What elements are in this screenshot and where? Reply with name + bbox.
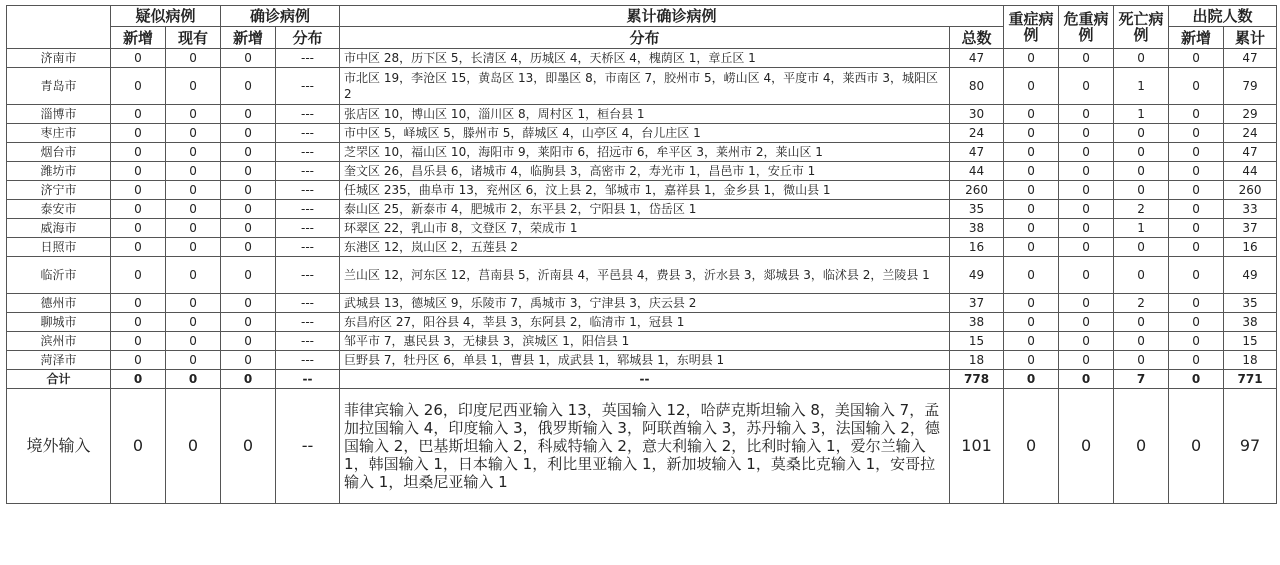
suspected-current: 0 (166, 49, 221, 68)
death-count: 0 (1114, 124, 1169, 143)
total-count: 18 (950, 351, 1004, 370)
confirmed-distribution: -- (276, 389, 340, 504)
death-count: 2 (1114, 200, 1169, 219)
discharged-new: 0 (1169, 143, 1224, 162)
critical-count: 0 (1059, 332, 1114, 351)
death-count: 0 (1114, 313, 1169, 332)
discharged-new: 0 (1169, 181, 1224, 200)
discharged-cumulative: 33 (1224, 200, 1277, 219)
confirmed-distribution: --- (276, 200, 340, 219)
city-name: 泰安市 (7, 200, 111, 219)
suspected-new: 0 (111, 143, 166, 162)
death-count: 2 (1114, 294, 1169, 313)
suspected-current: 0 (166, 313, 221, 332)
discharged-cumulative: 24 (1224, 124, 1277, 143)
severe-count: 0 (1004, 143, 1059, 162)
suspected-current: 0 (166, 351, 221, 370)
death-count: 0 (1114, 162, 1169, 181)
confirmed-distribution: --- (276, 162, 340, 181)
critical-count: 0 (1059, 181, 1114, 200)
confirmed-new: 0 (221, 68, 276, 105)
discharged-cumulative: 37 (1224, 219, 1277, 238)
header-distribution: 分布 (340, 27, 950, 49)
table-row (7, 105, 1277, 124)
critical-count: 0 (1059, 351, 1114, 370)
discharged-new: 0 (1169, 105, 1224, 124)
critical-count: 0 (1059, 370, 1114, 389)
abroad-label: 境外输入 (7, 389, 111, 504)
confirmed-new: 0 (221, 351, 276, 370)
confirmed-new: 0 (221, 105, 276, 124)
header-discharged-new: 新增 (1169, 27, 1224, 49)
distribution-text: -- (340, 370, 950, 389)
suspected-new: 0 (111, 313, 166, 332)
suspected-new: 0 (111, 124, 166, 143)
header-critical: 危重病例 (1059, 6, 1114, 49)
severe-count: 0 (1004, 49, 1059, 68)
suspected-current: 0 (166, 162, 221, 181)
suspected-current: 0 (166, 143, 221, 162)
confirmed-new: 0 (221, 219, 276, 238)
severe-count: 0 (1004, 219, 1059, 238)
death-count: 0 (1114, 332, 1169, 351)
suspected-new: 0 (111, 200, 166, 219)
table-row (7, 294, 1277, 313)
severe-count: 0 (1004, 389, 1059, 504)
total-count: 47 (950, 143, 1004, 162)
case-table (6, 5, 1277, 504)
distribution-text: 市中区 5，峄城区 5，滕州市 5，薛城区 4，山亭区 4，台儿庄区 1 (340, 124, 950, 143)
city-name: 德州市 (7, 294, 111, 313)
table-row (7, 124, 1277, 143)
death-count: 1 (1114, 105, 1169, 124)
discharged-cumulative: 29 (1224, 105, 1277, 124)
suspected-new: 0 (111, 105, 166, 124)
confirmed-new: 0 (221, 49, 276, 68)
death-count: 1 (1114, 68, 1169, 105)
header-total: 总数 (950, 27, 1004, 49)
table-row (7, 313, 1277, 332)
discharged-cumulative: 260 (1224, 181, 1277, 200)
suspected-new: 0 (111, 294, 166, 313)
suspected-new: 0 (111, 162, 166, 181)
confirmed-distribution: --- (276, 68, 340, 105)
suspected-current: 0 (166, 389, 221, 504)
confirmed-distribution: --- (276, 49, 340, 68)
header-city-blank (7, 6, 111, 49)
header-severe: 重症病例 (1004, 6, 1059, 49)
total-count: 37 (950, 294, 1004, 313)
table-row (7, 238, 1277, 257)
total-count: 47 (950, 49, 1004, 68)
death-count: 0 (1114, 181, 1169, 200)
death-count: 0 (1114, 257, 1169, 294)
discharged-new: 0 (1169, 370, 1224, 389)
total-count: 35 (950, 200, 1004, 219)
header-confirmed-distribution: 分布 (276, 27, 340, 49)
distribution-text: 张店区 10，博山区 10，淄川区 8，周村区 1，桓台县 1 (340, 105, 950, 124)
critical-count: 0 (1059, 238, 1114, 257)
discharged-cumulative: 38 (1224, 313, 1277, 332)
suspected-new: 0 (111, 49, 166, 68)
table-row (7, 143, 1277, 162)
total-count: 38 (950, 219, 1004, 238)
critical-count: 0 (1059, 68, 1114, 105)
severe-count: 0 (1004, 370, 1059, 389)
confirmed-distribution: --- (276, 351, 340, 370)
discharged-new: 0 (1169, 68, 1224, 105)
city-name: 青岛市 (7, 68, 111, 105)
confirmed-distribution: --- (276, 124, 340, 143)
discharged-cumulative: 79 (1224, 68, 1277, 105)
severe-count: 0 (1004, 351, 1059, 370)
city-name: 菏泽市 (7, 351, 111, 370)
critical-count: 0 (1059, 162, 1114, 181)
suspected-new: 0 (111, 257, 166, 294)
death-count: 0 (1114, 49, 1169, 68)
discharged-cumulative: 18 (1224, 351, 1277, 370)
distribution-text: 泰山区 25，新泰市 4，肥城市 2，东平县 2，宁阳县 1，岱岳区 1 (340, 200, 950, 219)
suspected-new: 0 (111, 332, 166, 351)
discharged-new: 0 (1169, 313, 1224, 332)
discharged-new: 0 (1169, 294, 1224, 313)
total-count: 778 (950, 370, 1004, 389)
confirmed-new: 0 (221, 181, 276, 200)
suspected-new: 0 (111, 181, 166, 200)
abroad-row (7, 389, 1277, 504)
suspected-current: 0 (166, 105, 221, 124)
confirmed-distribution: --- (276, 238, 340, 257)
suspected-new: 0 (111, 351, 166, 370)
critical-count: 0 (1059, 389, 1114, 504)
total-count: 260 (950, 181, 1004, 200)
death-count: 0 (1114, 238, 1169, 257)
suspected-current: 0 (166, 238, 221, 257)
city-name: 聊城市 (7, 313, 111, 332)
header-suspected: 疑似病例 (111, 6, 221, 27)
discharged-new: 0 (1169, 238, 1224, 257)
total-label: 合计 (7, 370, 111, 389)
discharged-new: 0 (1169, 219, 1224, 238)
severe-count: 0 (1004, 124, 1059, 143)
severe-count: 0 (1004, 162, 1059, 181)
suspected-current: 0 (166, 257, 221, 294)
city-name: 威海市 (7, 219, 111, 238)
header-discharged-cumulative: 累计 (1224, 27, 1277, 49)
critical-count: 0 (1059, 105, 1114, 124)
death-count: 0 (1114, 351, 1169, 370)
city-name: 济宁市 (7, 181, 111, 200)
table-row (7, 219, 1277, 238)
discharged-new: 0 (1169, 49, 1224, 68)
header-discharged: 出院人数 (1169, 6, 1277, 27)
discharged-new: 0 (1169, 162, 1224, 181)
confirmed-new: 0 (221, 238, 276, 257)
confirmed-distribution: -- (276, 370, 340, 389)
header-confirmed-new: 新增 (221, 27, 276, 49)
header-suspected-new: 新增 (111, 27, 166, 49)
city-name: 淄博市 (7, 105, 111, 124)
total-count: 49 (950, 257, 1004, 294)
discharged-cumulative: 15 (1224, 332, 1277, 351)
distribution-text: 武城县 13，德城区 9，乐陵市 7，禹城市 3，宁津县 3，庆云县 2 (340, 294, 950, 313)
total-count: 16 (950, 238, 1004, 257)
severe-count: 0 (1004, 68, 1059, 105)
confirmed-distribution: --- (276, 181, 340, 200)
confirmed-new: 0 (221, 200, 276, 219)
discharged-new: 0 (1169, 351, 1224, 370)
severe-count: 0 (1004, 313, 1059, 332)
death-count: 1 (1114, 219, 1169, 238)
severe-count: 0 (1004, 294, 1059, 313)
table-row (7, 68, 1277, 105)
death-count: 7 (1114, 370, 1169, 389)
confirmed-distribution: --- (276, 105, 340, 124)
critical-count: 0 (1059, 49, 1114, 68)
distribution-text: 市北区 19，李沧区 15，黄岛区 13，即墨区 8，市南区 7，胶州市 5，崂山区 4，平度市 4，莱西市 3，城阳区 2 (340, 68, 950, 105)
suspected-current: 0 (166, 124, 221, 143)
city-name: 临沂市 (7, 257, 111, 294)
severe-count: 0 (1004, 238, 1059, 257)
suspected-current: 0 (166, 68, 221, 105)
total-count: 101 (950, 389, 1004, 504)
discharged-cumulative: 97 (1224, 389, 1277, 504)
confirmed-new: 0 (221, 124, 276, 143)
distribution-text: 奎文区 26，昌乐县 6，诸城市 4，临朐县 3，高密市 2，寿光市 1，昌邑市 1，安丘市 1 (340, 162, 950, 181)
discharged-new: 0 (1169, 124, 1224, 143)
confirmed-new: 0 (221, 389, 276, 504)
suspected-current: 0 (166, 370, 221, 389)
discharged-new: 0 (1169, 332, 1224, 351)
confirmed-new: 0 (221, 162, 276, 181)
critical-count: 0 (1059, 200, 1114, 219)
confirmed-new: 0 (221, 313, 276, 332)
discharged-cumulative: 49 (1224, 257, 1277, 294)
confirmed-new: 0 (221, 370, 276, 389)
severe-count: 0 (1004, 181, 1059, 200)
suspected-current: 0 (166, 219, 221, 238)
total-count: 80 (950, 68, 1004, 105)
severe-count: 0 (1004, 105, 1059, 124)
confirmed-distribution: --- (276, 143, 340, 162)
confirmed-distribution: --- (276, 294, 340, 313)
discharged-cumulative: 44 (1224, 162, 1277, 181)
distribution-text: 兰山区 12，河东区 12，莒南县 5，沂南县 4，平邑县 4，费县 3，沂水县 3，郯城县 3，临沭县 2，兰陵县 1 (340, 257, 950, 294)
total-count: 15 (950, 332, 1004, 351)
distribution-text: 环翠区 22，乳山市 8，文登区 7，荣成市 1 (340, 219, 950, 238)
city-name: 烟台市 (7, 143, 111, 162)
table-row (7, 200, 1277, 219)
header-row-1 (7, 6, 1277, 27)
discharged-cumulative: 47 (1224, 49, 1277, 68)
distribution-text: 芝罘区 10，福山区 10，海阳市 9，莱阳市 6，招远市 6，牟平区 3，莱州市 2，莱山区 1 (340, 143, 950, 162)
death-count: 0 (1114, 143, 1169, 162)
table-row (7, 162, 1277, 181)
discharged-new: 0 (1169, 200, 1224, 219)
distribution-text: 任城区 235，曲阜市 13，兖州区 6，汶上县 2，邹城市 1，嘉祥县 1，金乡县 1，微山县 1 (340, 181, 950, 200)
city-name: 济南市 (7, 49, 111, 68)
confirmed-distribution: --- (276, 332, 340, 351)
critical-count: 0 (1059, 143, 1114, 162)
distribution-text: 东港区 12，岚山区 2，五莲县 2 (340, 238, 950, 257)
suspected-new: 0 (111, 238, 166, 257)
table-body (7, 49, 1277, 504)
severe-count: 0 (1004, 257, 1059, 294)
table-row (7, 49, 1277, 68)
total-count: 44 (950, 162, 1004, 181)
discharged-cumulative: 47 (1224, 143, 1277, 162)
discharged-cumulative: 16 (1224, 238, 1277, 257)
table-row (7, 332, 1277, 351)
discharged-cumulative: 35 (1224, 294, 1277, 313)
confirmed-new: 0 (221, 257, 276, 294)
confirmed-distribution: --- (276, 313, 340, 332)
severe-count: 0 (1004, 200, 1059, 219)
distribution-text: 巨野县 7，牡丹区 6，单县 1，曹县 1，成武县 1，郓城县 1，东明县 1 (340, 351, 950, 370)
suspected-current: 0 (166, 294, 221, 313)
table-row (7, 351, 1277, 370)
distribution-text: 菲律宾输入 26，印度尼西亚输入 13，英国输入 12，哈萨克斯坦输入 8，美国输入 7，孟加拉国输入 4，印度输入 3，俄罗斯输入 3，阿联酋输入 3，苏丹输入 3，法国输入 2，德国输入 2，巴基斯坦输入 2，科威特输入 2，意大利输入 2，比利时输入 1，爱尔兰输入 1，韩国输入 1，日本输入 1，利比里亚输入 1，新加坡输入 1，莫桑比克输入 1，安哥拉输入 1，坦桑尼亚输入 1 (340, 389, 950, 504)
critical-count: 0 (1059, 219, 1114, 238)
confirmed-distribution: --- (276, 219, 340, 238)
suspected-new: 0 (111, 389, 166, 504)
city-name: 潍坊市 (7, 162, 111, 181)
header-suspected-current: 现有 (166, 27, 221, 49)
table-row (7, 181, 1277, 200)
distribution-text: 东昌府区 27，阳谷县 4，莘县 3，东阿县 2，临清市 1，冠县 1 (340, 313, 950, 332)
total-count: 30 (950, 105, 1004, 124)
case-table-container (6, 5, 1277, 504)
header-death: 死亡病例 (1114, 6, 1169, 49)
city-name: 枣庄市 (7, 124, 111, 143)
death-count: 0 (1114, 389, 1169, 504)
total-row (7, 370, 1277, 389)
total-count: 24 (950, 124, 1004, 143)
severe-count: 0 (1004, 332, 1059, 351)
critical-count: 0 (1059, 257, 1114, 294)
suspected-current: 0 (166, 332, 221, 351)
suspected-new: 0 (111, 68, 166, 105)
suspected-current: 0 (166, 181, 221, 200)
critical-count: 0 (1059, 313, 1114, 332)
header-confirmed: 确诊病例 (221, 6, 340, 27)
confirmed-new: 0 (221, 143, 276, 162)
city-name: 滨州市 (7, 332, 111, 351)
confirmed-new: 0 (221, 332, 276, 351)
confirmed-distribution: --- (276, 257, 340, 294)
header-cumulative: 累计确诊病例 (340, 6, 1004, 27)
discharged-new: 0 (1169, 389, 1224, 504)
distribution-text: 市中区 28，历下区 5，长清区 4，历城区 4，天桥区 4，槐荫区 1，章丘区 1 (340, 49, 950, 68)
total-count: 38 (950, 313, 1004, 332)
distribution-text: 邹平市 7，惠民县 3，无棣县 3，滨城区 1，阳信县 1 (340, 332, 950, 351)
city-name: 日照市 (7, 238, 111, 257)
suspected-current: 0 (166, 200, 221, 219)
discharged-new: 0 (1169, 257, 1224, 294)
table-row (7, 257, 1277, 294)
suspected-new: 0 (111, 219, 166, 238)
discharged-cumulative: 771 (1224, 370, 1277, 389)
critical-count: 0 (1059, 124, 1114, 143)
critical-count: 0 (1059, 294, 1114, 313)
suspected-new: 0 (111, 370, 166, 389)
confirmed-new: 0 (221, 294, 276, 313)
